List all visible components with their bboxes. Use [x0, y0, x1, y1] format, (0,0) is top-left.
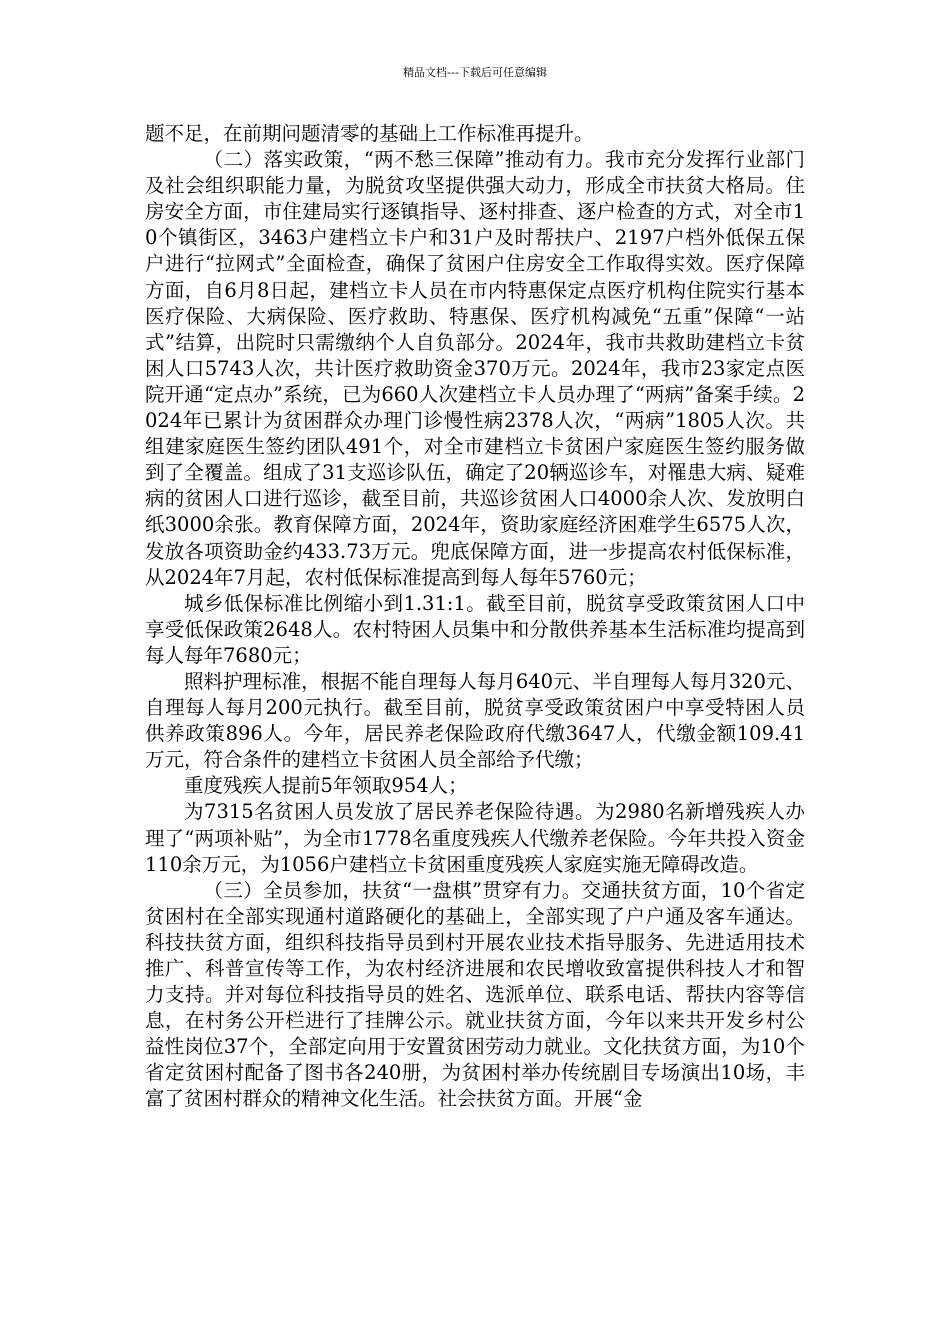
document-body [145, 121, 805, 1113]
paragraph-section-two: （二）落实政策，“两不愁三保障”推动有力。我市充分发挥行业部门及社会组织职能力量，为脱贫攻坚提供强大动力，形成全市扶贫大格局。住房安全方面，市住建局实行逐镇指导、逐村排查、逐户检查的方式，对全市10个镇街区，3463户建档立卡户和31户及时帮扶户、2197户档外低保五保户进行“拉网式”全面检查，确保了贫困户住房安全工作取得实效。医疗保障方面，自6月8日起，建档立卡人员在市内特惠保定点医疗机构住院实行基本医疗保险、大病保险、医疗救助、特惠保、医疗机构减免“五重”保障“一站式”结算，出院时只需缴纳个人自负部分。2024年，我市共救助建档立卡贫困人口5743人次，共计医疗救助资金370万元。2024年，我市23家定点医院开通“定点办”系统，已为660人次建档立卡人员办理了“两病”备案手续。2024年已累计为贫困群众办理门诊慢性病2378人次，“两病”1805人次。共组建家庭医生签约团队491个，对全市建档立卡贫困户家庭医生签约服务做到了全覆盖。组成了31支巡诊队伍，确定了20辆巡诊车，对罹患大病、疑难病的贫困人口进行巡诊，截至目前，共巡诊贫困人口4000余人次、发放明白纸3000余张。教育保障方面，2024年，资助家庭经济困难学生6575人次，发放各项资助金约433.73万元。兜底保障方面，进一步提高农村低保标准，从2024年7月起，农村低保标准提高到每人每年5760元； [145, 148, 805, 589]
paragraph-pension-benefits: 为7315名贫困人员发放了居民养老保险待遇。为2980名新增残疾人办理了“两项补贴”，为全市1778名重度残疾人代缴养老保险。今年共投入资金110余万元，为1056户建档立卡贫困重度残疾人家庭实施无障碍改造。 [145, 800, 805, 876]
paragraph-section-three: （三）全员参加，扶贫“一盘棋”贯穿有力。交通扶贫方面，10个省定贫困村在全部实现通村道路硬化的基础上，全部实现了户户通及客车通达。科技扶贫方面，组织科技指导员到村开展农业技术指导服务、先进适用技术推广、科普宣传等工作，为农村经济进展和农民增收致富提供科技人才和智力支持。并对每位科技指导员的姓名、选派单位、联系电话、帮扶内容等信息，在村务公开栏进行了挂牌公示。就业扶贫方面，今年以来共开发乡村公益性岗位37个，全部定向用于安置贫困劳动力就业。文化扶贫方面，为10个省定贫困村配备了图书各240册，为贫困村举办传统剧目专场演出10场，丰富了贫困村群众的精神文化生活。社会扶贫方面。开展“金 [145, 878, 805, 1111]
page-header: 精品文档---下载后可任意编辑 [403, 66, 547, 79]
paragraph-care-standard: 照料护理标准，根据不能自理每人每月640元、半自理每人每月320元、自理每人每月200元执行。截至目前，脱贫享受政策贫困户中享受特困人员供养政策896人。今年，居民养老保险政府代缴3647人，代缴金额109.41万元，符合条件的建档立卡贫困人员全部给予代缴； [145, 669, 805, 772]
paragraph-disabled-pension: 重度残疾人提前5年领取954人； [184, 774, 468, 798]
paragraph-urban-rural-standard: 城乡低保标准比例缩小到1.31:1。截至目前，脱贫享受政策贫困人口中享受低保政策2648人。农村特困人员集中和分散供养基本生活标准均提高到每人每年7680元； [145, 591, 805, 667]
paragraph-continuation: 题不足，在前期问题清零的基础上工作标准再提升。 [145, 122, 594, 145]
